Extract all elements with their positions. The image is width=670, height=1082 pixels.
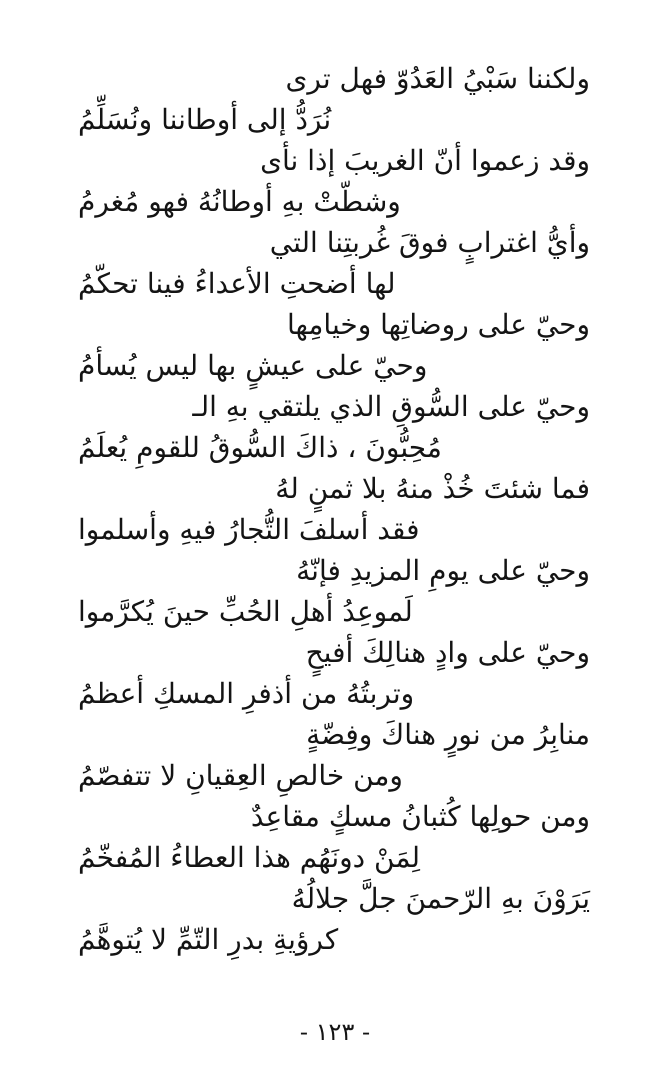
poem-line: وقد زعموا أنّ الغريبَ إذا نأى [260, 144, 590, 177]
poem-body [70, 58, 590, 960]
poem-line: وحيّ على وادٍ هنالِكَ أفيحٍ [305, 636, 590, 669]
poem-line: مُحِبُّونَ ، ذاكَ السُّوقُ للقومِ يُعلَمُ [78, 431, 442, 464]
poem-line: وأيُّ اغترابٍ فوقَ غُربتِنا التي [269, 226, 590, 259]
poem-line: لَموعِدُ أهلِ الحُبِّ حينَ يُكرَّموا [78, 595, 413, 628]
poem-line: وحيّ على السُّوقِ الذي يلتقي بهِ الـ [192, 390, 590, 423]
poem-line: لها أضحتِ الأعداءُ فينا تحكّمُ [78, 267, 396, 300]
poem-line: وحيّ على عيشٍ بها ليس يُسأمُ [78, 349, 428, 382]
poem-line: فما شئتَ خُذْ منهُ بلا ثمنٍ لهُ [275, 472, 590, 505]
poem-line: وحيّ على يومِ المزيدِ فإنّهُ [296, 554, 590, 587]
poem-line: ومن خالصِ العِقيانِ لا تتفصّمُ [78, 759, 403, 792]
poem-line: كرؤيةِ بدرِ التّمِّ لا يُتوهَّمُ [78, 923, 339, 956]
poem-line: وتربتُهُ من أذفرِ المسكِ أعظمُ [78, 677, 415, 710]
poem-line: نُرَدُّ إلى أوطاننا ونُسَلِّمُ [78, 103, 332, 136]
poem-line: ولكننا سَبْيُ العَدُوّ فهل ترى [285, 62, 590, 95]
poem-line: وحيّ على روضاتِها وخيامِها [286, 308, 590, 341]
poem-line: فقد أسلفَ التُّجارُ فيهِ وأسلموا [78, 513, 420, 546]
poem-line: وشطّتْ بهِ أوطانُهُ فهو مُغرمُ [78, 185, 401, 218]
poem-line: يَرَوْنَ بهِ الرّحمنَ جلَّ جلالُهُ [291, 882, 590, 915]
poem-line: ومن حولِها كُثبانُ مسكٍ مقاعِدٌ [250, 800, 590, 833]
poem-line: منابِرُ من نورٍ هناكَ وفِضّةٍ [306, 718, 590, 751]
poem-line: لِمَنْ دونَهُم هذا العطاءُ المُفخّمُ [78, 841, 421, 874]
page-number: - ١٢٣ - [299, 1018, 371, 1046]
